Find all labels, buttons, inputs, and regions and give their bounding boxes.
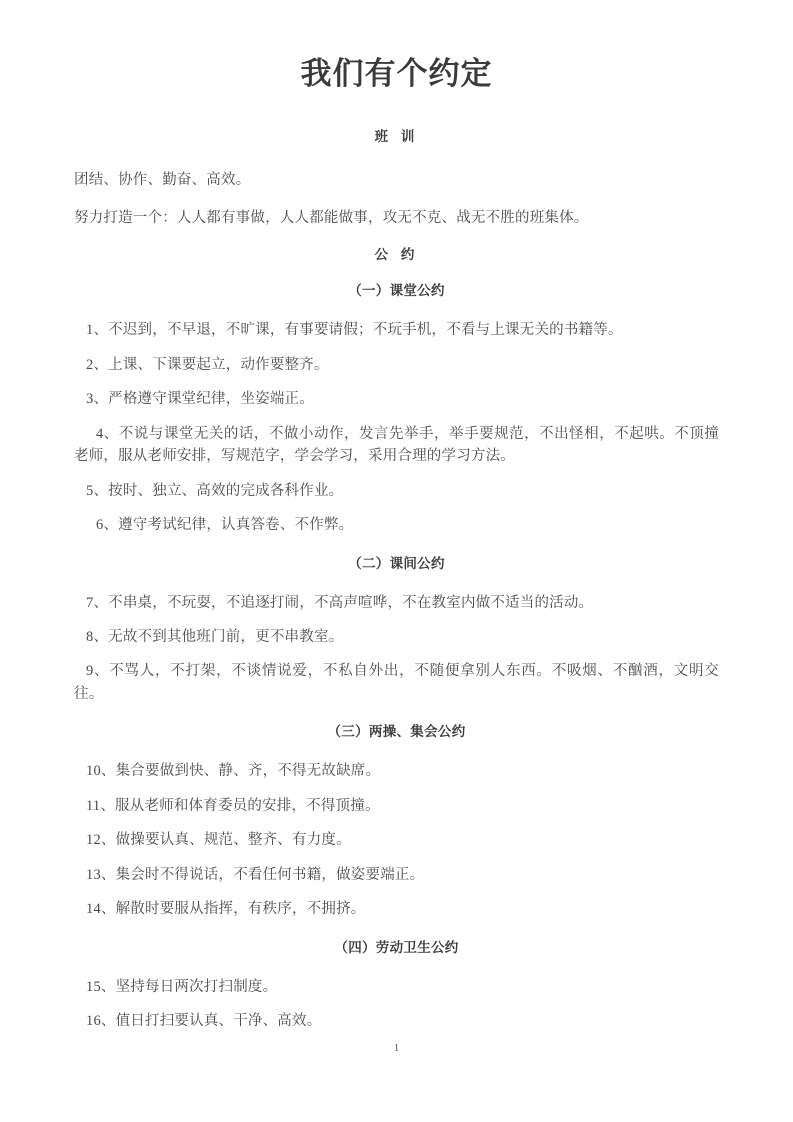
pact-item: 16、值日打扫要认真、干净、高效。: [86, 1013, 322, 1029]
spacer: [74, 998, 719, 1010]
spacer: [74, 411, 719, 423]
pact-item: 12、做操要认真、规范、整齐、有力度。: [86, 832, 351, 849]
pact-item: 9、不骂人，不打架，不谈情说爱，不私自外出，不随便拿别人东西。不吸烟、不酗酒，文明交往。: [74, 663, 719, 702]
spacer: [74, 852, 719, 864]
pact-item: 11、服从老师和体育委员的安排，不得顶撞。: [86, 797, 380, 814]
spacer: [74, 783, 719, 795]
motto-heading: 班 训: [374, 128, 419, 145]
spacer: [74, 376, 719, 388]
pact-item: 6、遵守考试纪律，认真答卷、不作弊。: [96, 517, 354, 534]
spacer: [74, 921, 719, 939]
pact-item: 13、集会时不得说话，不看任何书籍，做姿要端正。: [86, 866, 425, 883]
spacer: [74, 94, 719, 128]
pact-item: 5、按时、独立、高效的完成各科作业。: [86, 482, 344, 499]
spacer: [74, 191, 719, 207]
spacer: [74, 230, 719, 246]
spacer: [74, 614, 719, 626]
pact-item: 15、坚持每日两次打扫制度。: [86, 978, 278, 995]
spacer: [74, 958, 719, 976]
spacer: [74, 264, 719, 282]
spacer: [74, 301, 719, 319]
spacer: [74, 342, 719, 354]
page-number: 1: [393, 1042, 400, 1054]
section-heading-2: （二）课间公约: [348, 555, 445, 572]
pact-item: 3、严格遵守课堂纪律，坐姿端正。: [86, 391, 314, 408]
spacer: [74, 742, 719, 760]
spacer: [74, 705, 719, 723]
spacer: [74, 574, 719, 592]
spacer: [74, 502, 719, 514]
spacer: [74, 468, 719, 480]
pact-heading: 公 约: [374, 246, 419, 263]
spacer: [74, 886, 719, 898]
section-heading-4: （四）劳动卫生公约: [334, 939, 459, 956]
spacer: [74, 147, 719, 169]
section-heading-3: （三）两操、集会公约: [327, 724, 466, 741]
pact-item: 10、集合要做到快、静、齐，不得无故缺席。: [86, 763, 381, 780]
motto-line: 努力打造一个：人人都有事做，人人都能做事，攻无不克、战无不胜的班集体。: [74, 210, 589, 227]
section-heading-1: （一）课堂公约: [348, 283, 445, 300]
motto-line: 团结、协作、勤奋、高效。: [74, 171, 251, 188]
spacer: [74, 537, 719, 555]
pact-item: 1、不迟到，不早退，不旷课，有事要请假；不玩手机，不看与上课无关的书籍等。: [86, 322, 623, 339]
spacer: [74, 817, 719, 829]
pact-item: 8、无故不到其他班门前，更不串教室。: [86, 629, 344, 645]
page-title: 我们有个约定: [300, 56, 493, 92]
pact-item: 7、不串桌，不玩耍，不追逐打闹，不高声喧哗，不在教室内做不适当的活动。: [86, 594, 594, 611]
document-content: [74, 0, 719, 1032]
pact-item: 2、上课、下课要起立，动作要整齐。: [86, 356, 329, 373]
pact-item: 4、不说与课堂无关的话，不做小动作，发言先举手，举手要规范，不出怪相，不起哄。不顶撞老师，服从老师安排，写规范字，学会学习，采用合理的学习方法。: [74, 425, 719, 465]
spacer: [74, 648, 719, 660]
pact-item: 14、解散时要服从指挥，有秩序，不拥挤。: [86, 901, 366, 918]
